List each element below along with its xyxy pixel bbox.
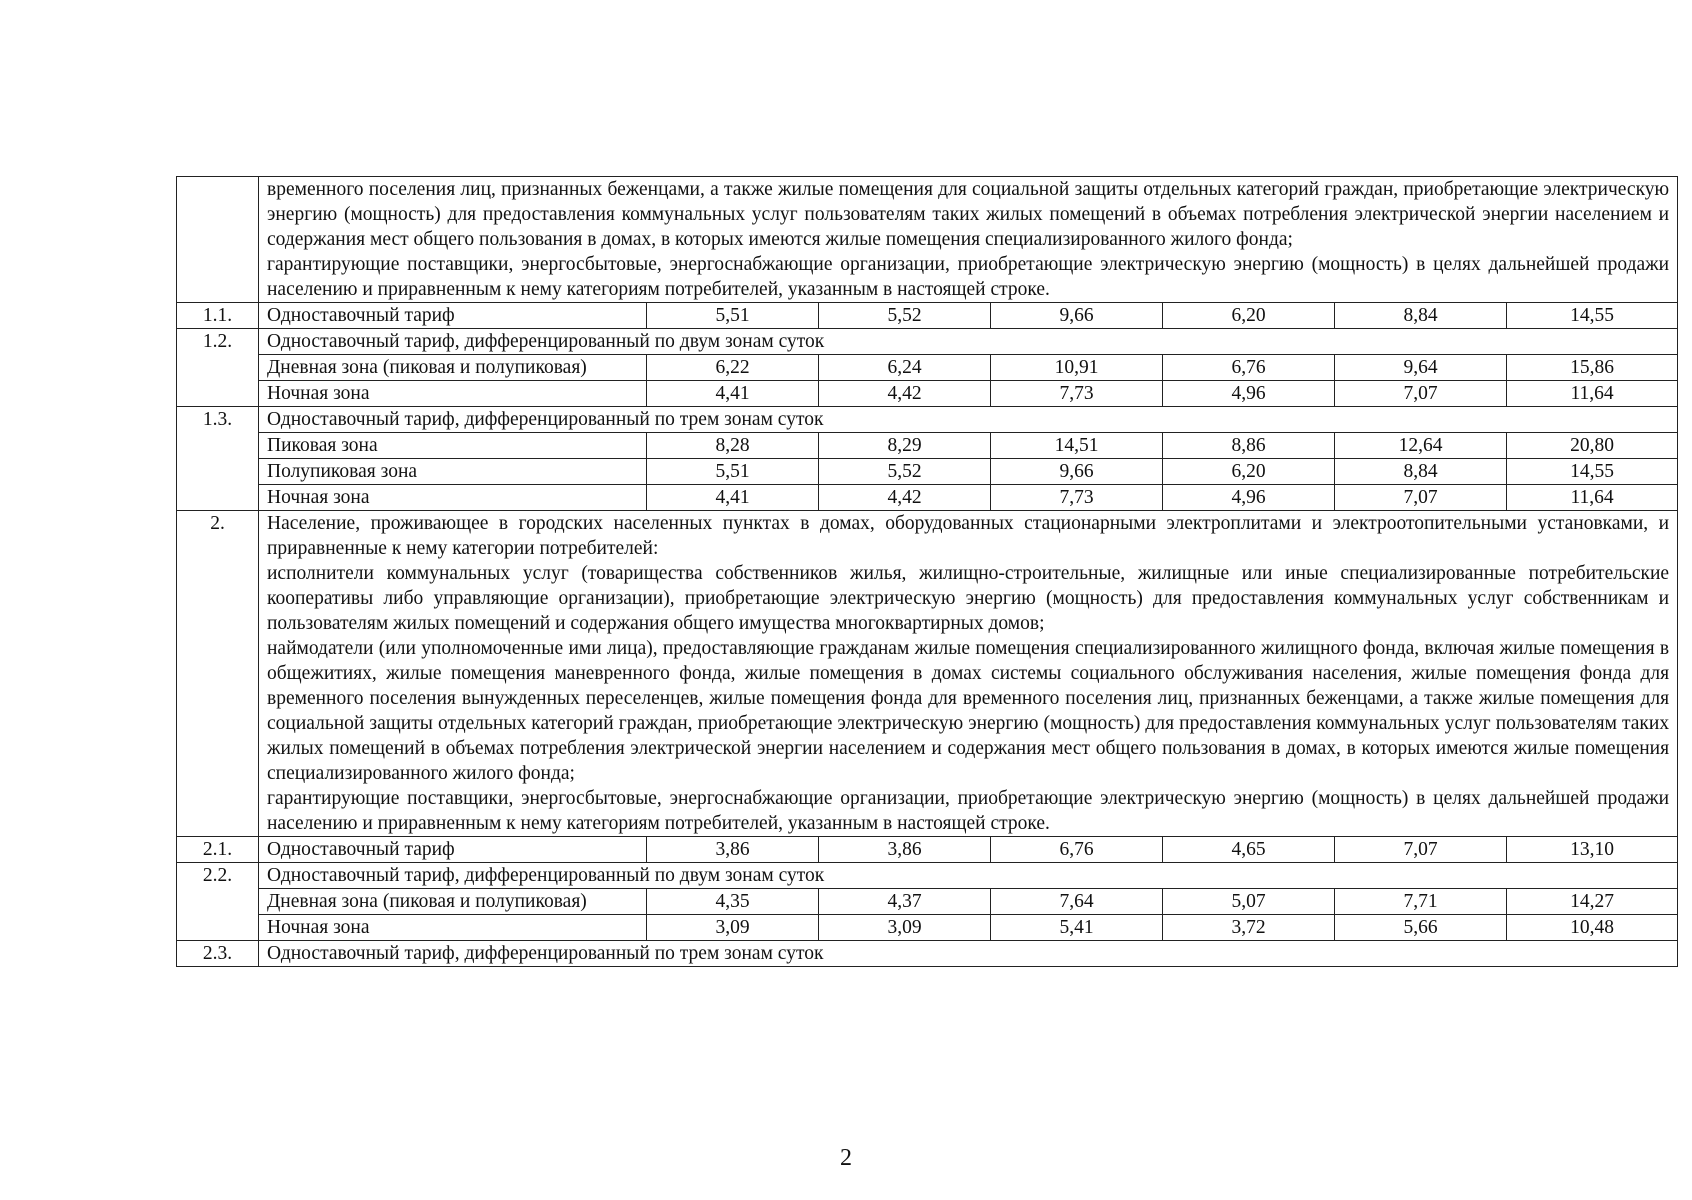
- tariff-value: 6,20: [1163, 459, 1335, 485]
- row-title: Одноставочный тариф, дифференцированный по трем зонам суток: [259, 407, 1678, 433]
- tariff-value: 9,64: [1335, 355, 1507, 381]
- tariff-value: 3,09: [647, 915, 819, 941]
- tariff-value: 6,76: [1163, 355, 1335, 381]
- table-row: [177, 459, 1678, 485]
- tariff-value: 20,80: [1507, 433, 1678, 459]
- tariff-value: 10,91: [991, 355, 1163, 381]
- tariff-value: 8,29: [819, 433, 991, 459]
- row-label: Ночная зона: [259, 381, 647, 407]
- table-row: [177, 329, 1678, 355]
- tariff-value: 8,84: [1335, 303, 1507, 329]
- tariff-table: [176, 176, 1678, 967]
- tariff-value: 5,51: [647, 303, 819, 329]
- paragraph: гарантирующие поставщики, энергосбытовые, энергоснабжающие организации, приобретающие электрическую энергию (мощность) в целях дальнейшей продажи населению и приравненным к нему категориям потребителей, указанным в настоящей строке.: [267, 788, 1670, 834]
- row-label: Ночная зона: [259, 915, 647, 941]
- tariff-value: 4,42: [819, 485, 991, 511]
- table-row: [177, 511, 1678, 837]
- table-row: [177, 863, 1678, 889]
- section2-description: [259, 511, 1678, 837]
- page-number: 2: [840, 1145, 852, 1171]
- row-number-empty: [177, 177, 259, 303]
- tariff-value: 8,84: [1335, 459, 1507, 485]
- tariff-value: 4,42: [819, 381, 991, 407]
- tariff-value: 5,52: [819, 303, 991, 329]
- row-number: 2.3.: [177, 941, 259, 967]
- row-number-empty: [177, 915, 259, 941]
- tariff-value: 13,10: [1507, 837, 1678, 863]
- row-number-empty: [177, 355, 259, 381]
- tariff-value: 14,51: [991, 433, 1163, 459]
- table-row: [177, 407, 1678, 433]
- tariff-value: 7,73: [991, 485, 1163, 511]
- row-number-empty: [177, 485, 259, 511]
- tariff-value: 7,07: [1335, 485, 1507, 511]
- tariff-value: 6,24: [819, 355, 991, 381]
- row-number: 2.1.: [177, 837, 259, 863]
- paragraph: наймодатели (или уполномоченные ими лица), предоставляющие гражданам жилые помещения специализированного жилищного фонда, включая жилые помещения в общежитиях, жилые помещения маневренного фонда, жилые помещения в домах системы социального обслуживания населения, жилые помещения фонда для временного поселения вынужденных переселенцев, жилые помещения фонда для временного поселения лиц, признанных беженцами, а также жилые помещения для социальной защиты отдельных категорий граждан, приобретающие электрическую энергию (мощность) для предоставления коммунальных услуг пользователям таких жилых помещений в объемах потребления электрической энергии населением и содержания мест общего пользования в домах, в которых имеются жилые помещения специализированного жилого фонда;: [267, 638, 1670, 784]
- tariff-value: 3,09: [819, 915, 991, 941]
- row-title: Одноставочный тариф, дифференцированный по двум зонам суток: [259, 329, 1678, 355]
- tariff-value: 7,71: [1335, 889, 1507, 915]
- tariff-value: 14,27: [1507, 889, 1678, 915]
- row-label: Дневная зона (пиковая и полупиковая): [259, 889, 647, 915]
- row-number-empty: [177, 889, 259, 915]
- row-number-empty: [177, 433, 259, 459]
- tariff-value: 10,48: [1507, 915, 1678, 941]
- table-row: [177, 381, 1678, 407]
- tariff-value: 3,72: [1163, 915, 1335, 941]
- table-row: [177, 433, 1678, 459]
- table-row: [177, 889, 1678, 915]
- tariff-value: 9,66: [991, 459, 1163, 485]
- row-number: 1.3.: [177, 407, 259, 433]
- row-label: Одноставочный тариф: [259, 303, 647, 329]
- table-row: [177, 355, 1678, 381]
- tariff-value: 3,86: [819, 837, 991, 863]
- tariff-value: 4,96: [1163, 485, 1335, 511]
- tariff-value: 4,37: [819, 889, 991, 915]
- tariff-value: 11,64: [1507, 485, 1678, 511]
- tariff-value: 14,55: [1507, 459, 1678, 485]
- table-row: [177, 941, 1678, 967]
- row-label: Дневная зона (пиковая и полупиковая): [259, 355, 647, 381]
- row-label: Ночная зона: [259, 485, 647, 511]
- tariff-value: 5,51: [647, 459, 819, 485]
- tariff-value: 8,28: [647, 433, 819, 459]
- paragraph: Население, проживающее в городских населенных пунктах в домах, оборудованных стационарными электроплитами и электроотопительными установками, и приравненные к нему категории потребителей:: [267, 513, 1670, 559]
- tariff-value: 4,35: [647, 889, 819, 915]
- row-number: 1.2.: [177, 329, 259, 355]
- tariff-value: 8,86: [1163, 433, 1335, 459]
- paragraph: временного поселения лиц, признанных беженцами, а также жилые помещения для социальной защиты отдельных категорий граждан, приобретающие электрическую энергию (мощность) для предоставления коммунальных услуг пользователям таких жилых помещений в объемах потребления электрической энергии населением и содержания мест общего пользования в домах, в которых имеются жилые помещения специализированного жилого фонда;: [267, 179, 1670, 250]
- tariff-value: 6,76: [991, 837, 1163, 863]
- table-row: [177, 303, 1678, 329]
- tariff-value: 6,22: [647, 355, 819, 381]
- tariff-value: 5,07: [1163, 889, 1335, 915]
- tariff-value: 14,55: [1507, 303, 1678, 329]
- table-row: [177, 177, 1678, 303]
- row-number: 1.1.: [177, 303, 259, 329]
- row-number: 2.: [177, 511, 259, 837]
- row-title: Одноставочный тариф, дифференцированный по трем зонам суток: [259, 941, 1678, 967]
- tariff-value: 7,64: [991, 889, 1163, 915]
- table-row: [177, 837, 1678, 863]
- tariff-value: 4,96: [1163, 381, 1335, 407]
- row-label: Полупиковая зона: [259, 459, 647, 485]
- table-row: [177, 485, 1678, 511]
- row-label: Пиковая зона: [259, 433, 647, 459]
- tariff-value: 5,52: [819, 459, 991, 485]
- tariff-value: 3,86: [647, 837, 819, 863]
- tariff-value: 4,65: [1163, 837, 1335, 863]
- tariff-value: 4,41: [647, 485, 819, 511]
- tariff-value: 11,64: [1507, 381, 1678, 407]
- paragraph: гарантирующие поставщики, энергосбытовые, энергоснабжающие организации, приобретающие электрическую энергию (мощность) в целях дальнейшей продажи населению и приравненным к нему категориям потребителей, указанным в настоящей строке.: [267, 254, 1670, 300]
- tariff-value: 9,66: [991, 303, 1163, 329]
- row-title: Одноставочный тариф, дифференцированный по двум зонам суток: [259, 863, 1678, 889]
- paragraph: исполнители коммунальных услуг (товарищества собственников жилья, жилищно-строительные, жилищные или иные специализированные потребительские кооперативы либо управляющие организации), приобретающие электрическую энергию (мощность) для предоставления коммунальных услуг собственникам и пользователям жилых помещений и содержания общего имущества многоквартирных домов;: [267, 563, 1670, 634]
- tariff-value: 7,07: [1335, 381, 1507, 407]
- tariff-value: 15,86: [1507, 355, 1678, 381]
- tariff-value: 7,73: [991, 381, 1163, 407]
- tariff-value: 5,66: [1335, 915, 1507, 941]
- row-number: 2.2.: [177, 863, 259, 889]
- section1-continuation-text: [259, 177, 1678, 303]
- row-number-empty: [177, 459, 259, 485]
- row-number-empty: [177, 381, 259, 407]
- row-label: Одноставочный тариф: [259, 837, 647, 863]
- tariff-value: 7,07: [1335, 837, 1507, 863]
- tariff-value: 4,41: [647, 381, 819, 407]
- tariff-value: 12,64: [1335, 433, 1507, 459]
- table-row: [177, 915, 1678, 941]
- tariff-value: 6,20: [1163, 303, 1335, 329]
- tariff-value: 5,41: [991, 915, 1163, 941]
